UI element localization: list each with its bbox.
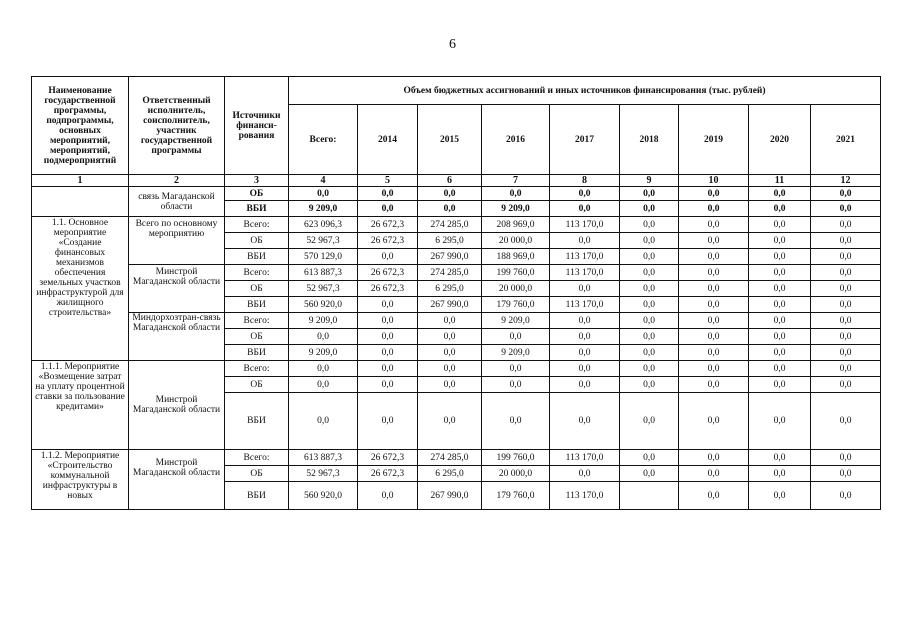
value-cell: 0,0 [550, 345, 620, 361]
value-cell: 0,0 [679, 217, 749, 233]
value-cell: 0,0 [358, 482, 418, 510]
value-cell: 9 209,0 [289, 201, 358, 217]
value-cell: 0,0 [358, 201, 418, 217]
value-cell: 0,0 [620, 361, 679, 377]
value-cell: 613 887,3 [289, 265, 358, 281]
value-cell: 0,0 [679, 482, 749, 510]
value-cell: 0,0 [749, 466, 811, 482]
value-cell: 0,0 [620, 265, 679, 281]
value-cell: 26 672,3 [358, 233, 418, 249]
value-cell: 9 209,0 [289, 345, 358, 361]
column-number: 7 [482, 175, 550, 187]
value-cell: 113 170,0 [550, 249, 620, 265]
column-number: 6 [418, 175, 482, 187]
value-cell: 208 969,0 [482, 217, 550, 233]
value-cell: 6 295,0 [418, 281, 482, 297]
value-cell: 0,0 [418, 329, 482, 345]
value-cell: 0,0 [482, 377, 550, 393]
value-cell: 9 209,0 [289, 313, 358, 329]
value-cell: 113 170,0 [550, 450, 620, 466]
value-cell: 0,0 [749, 281, 811, 297]
value-cell: 0,0 [811, 393, 881, 450]
value-cell: 0,0 [679, 281, 749, 297]
value-cell: 267 990,0 [418, 297, 482, 313]
value-cell: 0,0 [811, 233, 881, 249]
source-cell: ВБИ [225, 482, 289, 510]
value-cell: 0,0 [418, 393, 482, 450]
value-cell: 0,0 [749, 345, 811, 361]
responsible-cell: Минстрой Магаданской области [129, 450, 225, 510]
responsible-cell: Минстрой Магаданской области [129, 265, 225, 313]
column-number: 1 [32, 175, 129, 187]
source-cell: ОБ [225, 377, 289, 393]
value-cell: 0,0 [749, 249, 811, 265]
source-cell: ВБИ [225, 297, 289, 313]
value-cell: 113 170,0 [550, 217, 620, 233]
value-cell: 0,0 [550, 313, 620, 329]
header-year: 2018 [620, 105, 679, 175]
value-cell: 0,0 [620, 393, 679, 450]
source-cell: ВБИ [225, 201, 289, 217]
value-cell: 0,0 [482, 187, 550, 201]
value-cell: 199 760,0 [482, 450, 550, 466]
value-cell: 0,0 [811, 297, 881, 313]
value-cell [620, 482, 679, 510]
budget-table [31, 76, 881, 510]
responsible-cell: Всего по основному мероприятию [129, 217, 225, 265]
value-cell: 0,0 [550, 233, 620, 249]
value-cell: 26 672,3 [358, 217, 418, 233]
value-cell: 0,0 [811, 313, 881, 329]
value-cell: 0,0 [358, 377, 418, 393]
value-cell: 0,0 [550, 281, 620, 297]
value-cell: 179 760,0 [482, 482, 550, 510]
value-cell: 0,0 [550, 187, 620, 201]
value-cell: 0,0 [358, 249, 418, 265]
column-number: 2 [129, 175, 225, 187]
value-cell: 199 760,0 [482, 265, 550, 281]
value-cell: 0,0 [811, 329, 881, 345]
value-cell: 0,0 [620, 313, 679, 329]
activity-name: 1.1.1. Мероприятие «Возмещение затрат на уплату процентной ставки за пользование кредитами» [32, 361, 129, 450]
value-cell: 0,0 [550, 393, 620, 450]
value-cell: 0,0 [679, 393, 749, 450]
value-cell: 0,0 [679, 466, 749, 482]
value-cell: 0,0 [620, 187, 679, 201]
value-cell: 179 760,0 [482, 297, 550, 313]
name-cell-empty [32, 187, 129, 217]
source-cell: ВБИ [225, 249, 289, 265]
value-cell: 0,0 [620, 450, 679, 466]
value-cell: 0,0 [620, 281, 679, 297]
value-cell: 0,0 [749, 201, 811, 217]
value-cell: 26 672,3 [358, 450, 418, 466]
header-year: 2019 [679, 105, 749, 175]
header-year: 2017 [550, 105, 620, 175]
value-cell: 623 096,3 [289, 217, 358, 233]
value-cell: 0,0 [550, 201, 620, 217]
value-cell: 0,0 [418, 313, 482, 329]
value-cell: 0,0 [418, 361, 482, 377]
value-cell: 0,0 [811, 450, 881, 466]
value-cell: 113 170,0 [550, 297, 620, 313]
value-cell: 0,0 [811, 187, 881, 201]
source-cell: ОБ [225, 187, 289, 201]
value-cell: 0,0 [749, 377, 811, 393]
source-cell: Всего: [225, 217, 289, 233]
value-cell: 0,0 [289, 393, 358, 450]
value-cell: 267 990,0 [418, 249, 482, 265]
value-cell: 20 000,0 [482, 466, 550, 482]
table-row [32, 265, 881, 281]
value-cell: 0,0 [811, 281, 881, 297]
header-responsible: Ответственный исполнитель, соисполнитель, участник государственной программы [129, 77, 225, 175]
value-cell: 0,0 [620, 233, 679, 249]
value-cell: 0,0 [679, 201, 749, 217]
value-cell: 0,0 [289, 329, 358, 345]
value-cell: 0,0 [679, 249, 749, 265]
header-year: 2021 [811, 105, 881, 175]
value-cell: 0,0 [418, 187, 482, 201]
activity-name: 1.1. Основное мероприятие «Создание финансовых механизмов обеспечения земельных участков инфраструктурой для жилищного строительства» [32, 217, 129, 361]
value-cell: 0,0 [289, 187, 358, 201]
column-number: 11 [749, 175, 811, 187]
value-cell: 0,0 [679, 233, 749, 249]
value-cell: 267 990,0 [418, 482, 482, 510]
value-cell: 0,0 [358, 393, 418, 450]
value-cell: 0,0 [550, 377, 620, 393]
value-cell: 0,0 [358, 313, 418, 329]
column-number: 8 [550, 175, 620, 187]
value-cell: 113 170,0 [550, 482, 620, 510]
value-cell: 0,0 [811, 249, 881, 265]
value-cell: 0,0 [749, 361, 811, 377]
value-cell: 0,0 [679, 297, 749, 313]
column-number: 10 [679, 175, 749, 187]
header-year: Всего: [289, 105, 358, 175]
table-row [32, 361, 881, 377]
value-cell: 0,0 [482, 393, 550, 450]
value-cell: 6 295,0 [418, 233, 482, 249]
value-cell: 0,0 [482, 329, 550, 345]
value-cell: 0,0 [811, 377, 881, 393]
value-cell: 0,0 [749, 265, 811, 281]
value-cell: 560 920,0 [289, 482, 358, 510]
value-cell: 0,0 [620, 297, 679, 313]
value-cell: 0,0 [620, 345, 679, 361]
source-cell: Всего: [225, 361, 289, 377]
value-cell: 0,0 [679, 329, 749, 345]
page-number: 6 [449, 37, 456, 52]
value-cell: 0,0 [749, 329, 811, 345]
value-cell: 0,0 [679, 187, 749, 201]
value-cell: 0,0 [550, 466, 620, 482]
value-cell: 0,0 [620, 249, 679, 265]
value-cell: 9 209,0 [482, 201, 550, 217]
value-cell: 0,0 [679, 345, 749, 361]
value-cell: 6 295,0 [418, 466, 482, 482]
value-cell: 613 887,3 [289, 450, 358, 466]
column-number: 4 [289, 175, 358, 187]
value-cell: 26 672,3 [358, 281, 418, 297]
value-cell: 0,0 [418, 377, 482, 393]
value-cell: 0,0 [749, 297, 811, 313]
value-cell: 0,0 [679, 265, 749, 281]
value-cell: 0,0 [811, 265, 881, 281]
value-cell: 0,0 [418, 201, 482, 217]
value-cell: 0,0 [749, 233, 811, 249]
value-cell: 560 920,0 [289, 297, 358, 313]
value-cell: 20 000,0 [482, 233, 550, 249]
value-cell: 0,0 [811, 345, 881, 361]
value-cell: 274 285,0 [418, 217, 482, 233]
column-number-row [32, 175, 881, 187]
value-cell: 570 129,0 [289, 249, 358, 265]
value-cell: 0,0 [749, 187, 811, 201]
value-cell: 0,0 [679, 377, 749, 393]
header-year: 2014 [358, 105, 418, 175]
value-cell: 0,0 [679, 450, 749, 466]
value-cell: 20 000,0 [482, 281, 550, 297]
source-cell: ОБ [225, 329, 289, 345]
table-row [32, 450, 881, 466]
value-cell: 26 672,3 [358, 265, 418, 281]
value-cell: 0,0 [620, 377, 679, 393]
responsible-cell: связь Магаданской области [129, 187, 225, 217]
value-cell: 0,0 [482, 361, 550, 377]
value-cell: 0,0 [749, 313, 811, 329]
value-cell: 0,0 [620, 329, 679, 345]
value-cell: 52 967,3 [289, 233, 358, 249]
value-cell: 52 967,3 [289, 466, 358, 482]
column-number: 12 [811, 175, 881, 187]
value-cell: 0,0 [289, 377, 358, 393]
value-cell: 0,0 [550, 329, 620, 345]
value-cell: 0,0 [811, 201, 881, 217]
column-number: 5 [358, 175, 418, 187]
value-cell: 113 170,0 [550, 265, 620, 281]
value-cell: 188 969,0 [482, 249, 550, 265]
source-cell: ОБ [225, 233, 289, 249]
header-year: 2016 [482, 105, 550, 175]
source-cell: ВБИ [225, 393, 289, 450]
value-cell: 0,0 [811, 482, 881, 510]
activity-name: 1.1.2. Мероприятие «Строительство коммунальной инфраструктуры в новых [32, 450, 129, 510]
value-cell: 0,0 [749, 217, 811, 233]
value-cell: 0,0 [418, 345, 482, 361]
value-cell: 0,0 [749, 450, 811, 466]
value-cell: 0,0 [358, 361, 418, 377]
value-cell: 0,0 [811, 217, 881, 233]
value-cell: 0,0 [358, 187, 418, 201]
header-year: 2015 [418, 105, 482, 175]
header-sources: Источники финанси-рования [225, 77, 289, 175]
source-cell: ВБИ [225, 345, 289, 361]
value-cell: 0,0 [358, 297, 418, 313]
value-cell: 0,0 [620, 201, 679, 217]
value-cell: 274 285,0 [418, 265, 482, 281]
source-cell: ОБ [225, 466, 289, 482]
value-cell: 0,0 [358, 329, 418, 345]
value-cell: 0,0 [749, 482, 811, 510]
responsible-cell: Миндорхозтран-связь Магаданской области [129, 313, 225, 361]
column-number: 3 [225, 175, 289, 187]
value-cell: 0,0 [289, 361, 358, 377]
header-name: Наименование государственной программы, подпрограммы, основных мероприятий, мероприятий, подмероприятий [32, 77, 129, 175]
value-cell: 0,0 [679, 313, 749, 329]
value-cell: 0,0 [811, 466, 881, 482]
source-cell: Всего: [225, 313, 289, 329]
header-funding-group: Объем бюджетных ассигнований и иных источников финансирования (тыс. рублей) [289, 77, 881, 105]
responsible-cell: Минстрой Магаданской области [129, 361, 225, 450]
source-cell: Всего: [225, 265, 289, 281]
value-cell: 0,0 [679, 361, 749, 377]
value-cell: 0,0 [749, 393, 811, 450]
value-cell: 26 672,3 [358, 466, 418, 482]
value-cell: 0,0 [550, 361, 620, 377]
table-row [32, 313, 881, 329]
value-cell: 0,0 [358, 345, 418, 361]
table-row [32, 187, 881, 201]
value-cell: 0,0 [620, 217, 679, 233]
value-cell: 9 209,0 [482, 345, 550, 361]
header-year: 2020 [749, 105, 811, 175]
value-cell: 9 209,0 [482, 313, 550, 329]
table-row [32, 217, 881, 233]
source-cell: ОБ [225, 281, 289, 297]
source-cell: Всего: [225, 450, 289, 466]
value-cell: 0,0 [620, 466, 679, 482]
column-number: 9 [620, 175, 679, 187]
value-cell: 52 967,3 [289, 281, 358, 297]
value-cell: 274 285,0 [418, 450, 482, 466]
value-cell: 0,0 [811, 361, 881, 377]
